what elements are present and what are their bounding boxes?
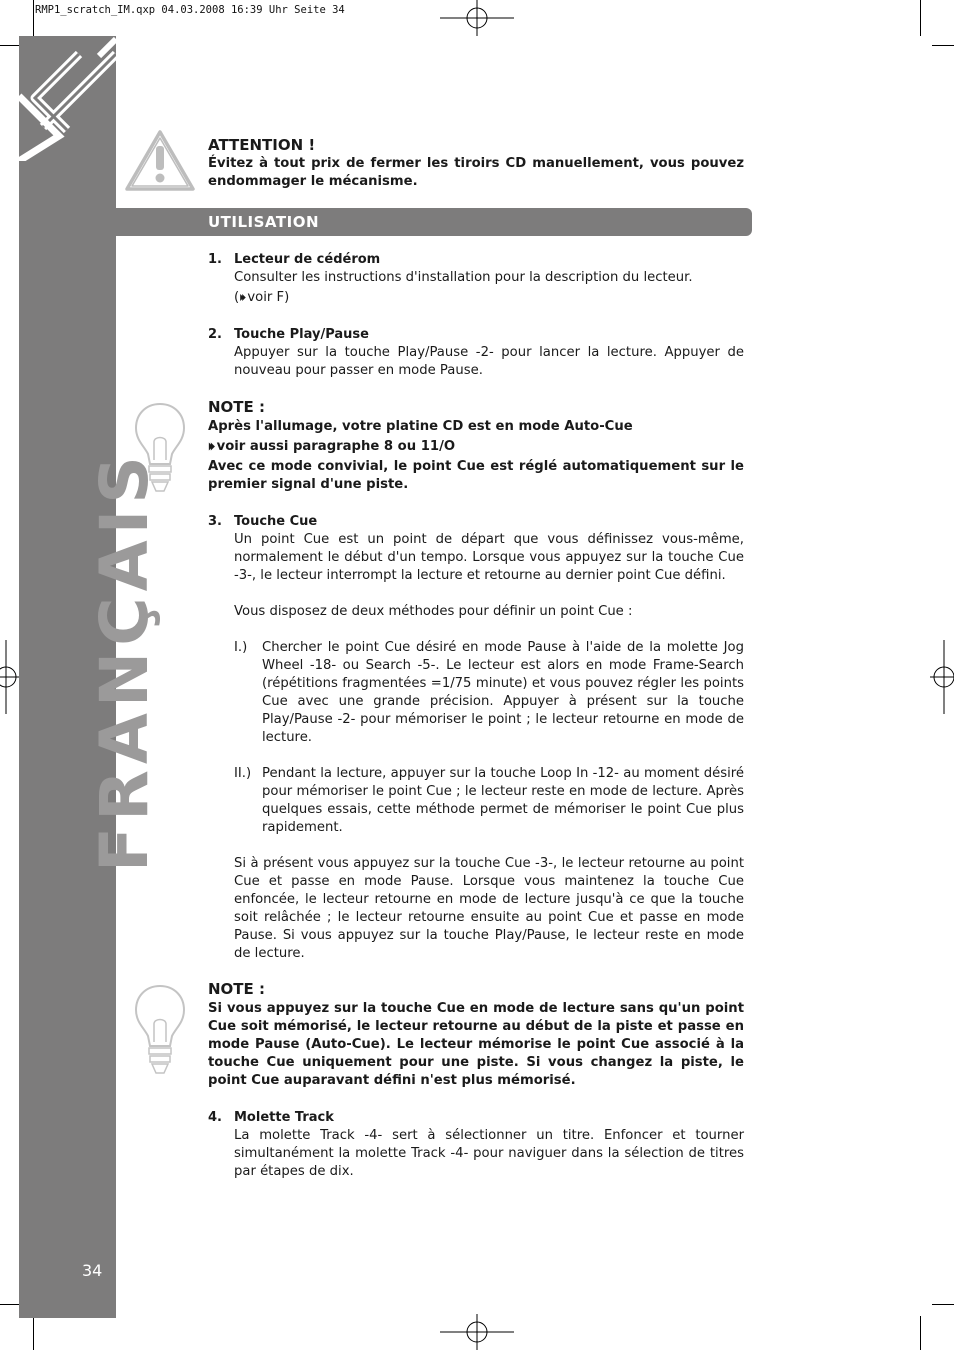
attention-text: Évitez à tout prix de fermer les tiroirs CD manuellement, vous pouvez endommager le mécanisme. [208, 156, 744, 189]
registration-mark-top [440, 0, 514, 36]
item-title: Lecteur de cédérom [234, 252, 381, 267]
method-text: Pendant la lecture, appuyer sur la touche Loop In -12- au moment désiré pour mémoriser le point Cue ; le lecteur reste en mode de lecture. Après quelques essais, cette méthode permet de mémoriser le point Cue plus rapidement. [262, 766, 744, 835]
registration-mark-bottom [440, 1314, 514, 1350]
crop-mark [0, 45, 21, 46]
ref-text: voir F) [243, 290, 290, 305]
item-number: 1. [208, 252, 222, 267]
section-title: UTILISATION [208, 213, 319, 231]
note-reference [208, 438, 744, 457]
item-number: 4. [208, 1110, 222, 1125]
note-title: NOTE : [208, 398, 266, 416]
logo-emblem [19, 36, 116, 161]
method-2 [208, 765, 744, 837]
sidebar [19, 36, 163, 1318]
item-text: Un point Cue est un point de départ que vous définissez vous-même, normalement le début d'un tempo. Lorsque vous appuyez sur la touche Cue -3-, le lecteur interrompt la lecture et retourne au dernier point Cue défini. [234, 532, 744, 583]
item-title: Touche Cue [234, 514, 318, 529]
method-text: Chercher le point Cue désiré en mode Pause à l'aide de la molette Jog Wheel -18- ou Search -5-. Le lecteur est alors en mode Frame-Search (répétitions fragmentées =1/75 minute) et vous pouvez régler les points Cue avec une grande précision. Appuyer à présent sur la touche Play/Pause -2- pour mémoriser le point ; le lecteur retourne en mode de lecture. [262, 640, 744, 745]
double-arrow-icon: ⏵⏵ [208, 442, 212, 453]
ref-open: ( [234, 290, 240, 305]
method-number: I.) [234, 640, 248, 655]
crop-mark [33, 0, 34, 36]
methods-intro: Vous disposez de deux méthodes pour définir un point Cue : [234, 604, 633, 619]
item-1 [208, 251, 744, 308]
item-text: La molette Track -4- sert à sélectionner un titre. Enfoncer et tourner simultanément la molette Track -4- pour naviguer dans la sélection de titres par étapes de dix. [234, 1128, 744, 1179]
page-number: 34 [82, 1261, 103, 1280]
note-text: Avec ce mode convivial, le point Cue est réglé automatiquement sur le premier signal d'une piste. [208, 459, 744, 492]
item-text: Consulter les instructions d'installation pour la description du lecteur. [234, 270, 693, 285]
item-text-2: Si à présent vous appuyez sur la touche Cue -3-, le lecteur retourne au point Cue et passe en mode Pause. Lorsque vous maintenez la touche Cue enfoncée, le lecteur retourne en mode de lecture jusqu'à ce que la touche soit relâchée ; le lecteur retourne ensuite au point Cue et passe en mode Pause. Si vous appuyez sur la touche Play/Pause, le lecteur reste en mode de lecture. [234, 856, 744, 961]
note-1 [208, 398, 744, 494]
item-title: Touche Play/Pause [234, 327, 369, 342]
warning-icon [123, 128, 197, 194]
double-arrow-icon: ⏵⏵ [239, 293, 244, 304]
crop-mark [932, 1304, 954, 1305]
method-number: II.) [234, 766, 252, 781]
method-1 [208, 639, 744, 747]
lightbulb-icon [134, 402, 186, 494]
note-title: NOTE : [208, 980, 266, 998]
language-label: FRANÇAIS [86, 450, 163, 872]
item-number: 2. [208, 327, 222, 342]
crop-mark [932, 45, 954, 46]
item-3 [208, 513, 744, 963]
crop-mark [920, 1316, 921, 1350]
note-ref-text: voir aussi paragraphe 8 ou 11/O [212, 439, 456, 454]
note-text: Si vous appuyez sur la touche Cue en mode de lecture sans qu'un point Cue soit mémorisé, le lecteur retourne au début de la piste et passe en mode Pause (Auto-Cue). Le lecteur mémorise le point Cue associé à la touche Cue uniquement pour une piste. Si vous changez la piste, le point Cue auparavant défini n'est plus mémorisé. [208, 1001, 744, 1088]
crop-mark [0, 1304, 21, 1305]
section-header [116, 208, 752, 236]
attention-block [208, 136, 744, 191]
registration-mark-right [930, 640, 954, 714]
item-number: 3. [208, 514, 222, 529]
note-line: Après l'allumage, votre platine CD est en mode Auto-Cue [208, 419, 633, 434]
crop-mark [920, 0, 921, 36]
item-reference [208, 289, 744, 308]
item-title: Molette Track [234, 1110, 334, 1125]
item-2 [208, 326, 744, 380]
item-4 [208, 1109, 744, 1181]
print-slug: RMP1_scratch_IM.qxp 04.03.2008 16:39 Uhr Seite 34 [35, 4, 345, 16]
item-text: Appuyer sur la touche Play/Pause -2- pour lancer la lecture. Appuyer de nouveau pour passer en mode Pause. [234, 345, 744, 378]
note-2 [208, 980, 744, 1090]
crop-mark [33, 1316, 34, 1350]
lightbulb-icon [134, 984, 186, 1076]
attention-title: ATTENTION ! [208, 136, 316, 154]
